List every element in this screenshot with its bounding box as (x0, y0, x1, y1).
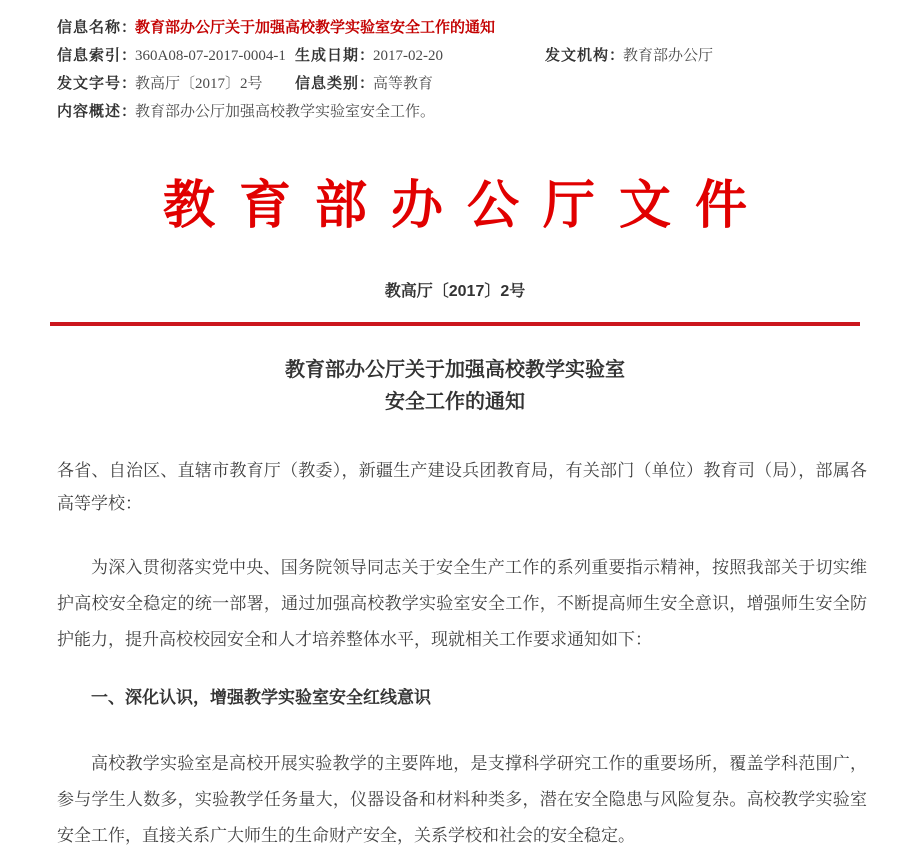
metadata-panel (0, 0, 910, 126)
meta-value-category: 高等教育 (373, 76, 434, 92)
meta-label-agency: 发文机构： (545, 47, 626, 64)
document-title-line2: 安全工作的通知 (385, 391, 525, 413)
section-1-heading: 一、深化认识，增强教学实验室安全红线意识 (91, 688, 431, 707)
meta-value-date: 2017-02-20 (373, 48, 443, 64)
meta-label-date: 生成日期： (295, 47, 376, 64)
meta-value-index: 360A08-07-2017-0004-1 (135, 48, 286, 64)
meta-row-summary (57, 98, 870, 126)
meta-label-index: 信息索引： (57, 47, 138, 64)
document-title (0, 354, 910, 418)
meta-row-name (57, 14, 870, 42)
meta-label-docnum: 发文字号： (57, 75, 138, 92)
letterhead-doc-number: 教高厅〔2017〕2号 (384, 283, 526, 300)
document-title-link[interactable]: 教育部办公厅关于加强高校教学实验室安全工作的通知 (135, 19, 496, 36)
letterhead-title: 教育部办公厅文件 (162, 178, 771, 235)
document-title-line1: 教育部办公厅关于加强高校教学实验室 (285, 359, 625, 381)
intro-paragraph: 为深入贯彻落实党中央、国务院领导同志关于安全生产工作的系列重要指示精神，按照我部关于切实维护高校安全稳定的统一部署，通过加强高校教学实验室安全工作，不断提高师生安全意识，增强师生安全防护能力，提升高校校园安全和人才培养整体水平，现就相关工作要求通知如下： (57, 558, 867, 649)
meta-value-docnum: 教高厅〔2017〕2号 (135, 76, 263, 92)
document-body (0, 454, 910, 845)
letterhead (0, 178, 910, 326)
meta-value-summary: 教育部办公厅加强高校教学实验室安全工作。 (135, 104, 436, 120)
meta-value-agency: 教育部办公厅 (623, 48, 714, 64)
meta-label-category: 信息类别： (295, 75, 376, 92)
meta-row-index-date-agency (57, 42, 870, 70)
letterhead-red-rule (50, 322, 860, 326)
meta-label-summary: 内容概述： (57, 103, 138, 120)
salutation-paragraph: 各省、自治区、直辖市教育厅（教委），新疆生产建设兵团教育局，有关部门（单位）教育司（局），部属各高等学校： (57, 461, 867, 513)
meta-row-docnum-category (57, 70, 870, 98)
meta-label-name: 信息名称： (57, 19, 138, 36)
section-1-paragraph: 高校教学实验室是高校开展实验教学的主要阵地，是支撑科学研究工作的重要场所，覆盖学科范围广，参与学生人数多，实验教学任务量大，仪器设备和材料种类多，潜在安全隐患与风险复杂。高校教学实验室安全工作，直接关系广大师生的生命财产安全，关系学校和社会的安全稳定。 (57, 754, 867, 845)
